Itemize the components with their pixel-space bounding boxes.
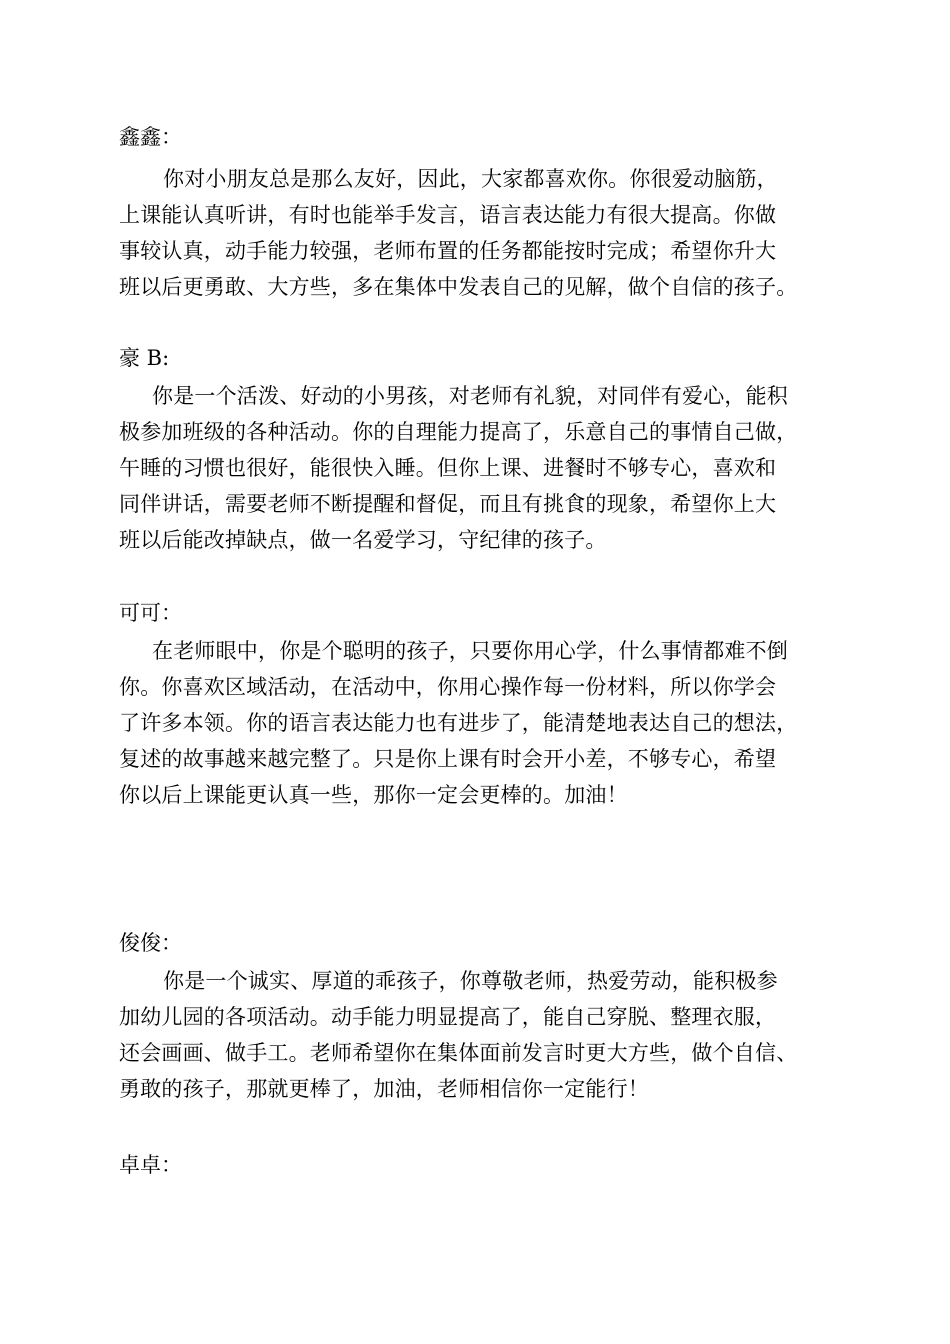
paragraph-line: 你是一个诚实、厚道的乖孩子，你尊敬老师，热爱劳动，能积极参 [163,969,778,993]
paragraph-line: 午睡的习惯也很好，能很快入睡。但你上课、进餐时不够专心，喜欢和 [119,456,777,480]
comment-entry-keke [119,598,839,813]
paragraph-line: 勇敢的孩子，那就更棒了，加油，老师相信你一定能行！ [119,1077,649,1101]
paragraph-line: 你对小朋友总是那么友好，因此，大家都喜欢你。你很爱动脑筋， [163,167,778,191]
paragraph-line: 在老师眼中，你是个聪明的孩子，只要你用心学，什么事情都难不倒 [152,639,788,663]
comment-paragraph [119,161,839,305]
paragraph-line: 极参加班级的各种活动。你的自理能力提高了，乐意自己的事情自己做， [119,420,798,444]
paragraph-line: 事较认真，动手能力较强，老师布置的任务都能按时完成；希望你升大 [119,239,777,263]
child-name: 卓卓： [119,1153,182,1177]
paragraph-line: 班以后更勇敢、大方些，多在集体中发表自己的见解，做个自信的孩子。 [119,275,798,299]
paragraph-line: 上课能认真听讲，有时也能举手发言，语言表达能力有很大提高。你做 [119,203,777,227]
comment-paragraph [119,633,839,813]
child-name: 豪 B: [119,346,170,370]
paragraph-line: 复述的故事越来越完整了。只是你上课有时会开小差，不够专心，希望 [119,747,777,771]
comment-entry-hao-b [119,343,839,558]
comment-entry-junjun [119,928,839,1107]
child-name: 俊俊： [119,931,182,955]
comment-entry-xinxin [119,122,839,305]
comment-paragraph [119,963,839,1107]
comment-paragraph [119,378,839,558]
paragraph-line: 你。你喜欢区域活动，在活动中，你用心操作每一份材料，所以你学会 [119,675,777,699]
paragraph-line: 了许多本领。你的语言表达能力也有进步了，能清楚地表达自己的想法， [119,711,798,735]
child-name: 可可： [119,601,182,625]
paragraph-line: 还会画画、做手工。老师希望你在集体面前发言时更大方些，做个自信、 [119,1041,798,1065]
paragraph-line: 你是一个活泼、好动的小男孩，对老师有礼貌，对同伴有爱心，能积 [152,384,788,408]
paragraph-line: 你以后上课能更认真一些，那你一定会更棒的。加油！ [119,783,628,807]
paragraph-line: 班以后能改掉缺点，做一名爱学习，守纪律的孩子。 [119,528,607,552]
child-name: 鑫鑫： [119,125,182,149]
paragraph-line: 加幼儿园的各项活动。动手能力明显提高了，能自己穿脱、整理衣服， [119,1005,777,1029]
paragraph-line: 同伴讲话，需要老师不断提醒和督促，而且有挑食的现象，希望你上大 [119,492,777,516]
comment-entry-zhuozhuo [119,1150,839,1180]
